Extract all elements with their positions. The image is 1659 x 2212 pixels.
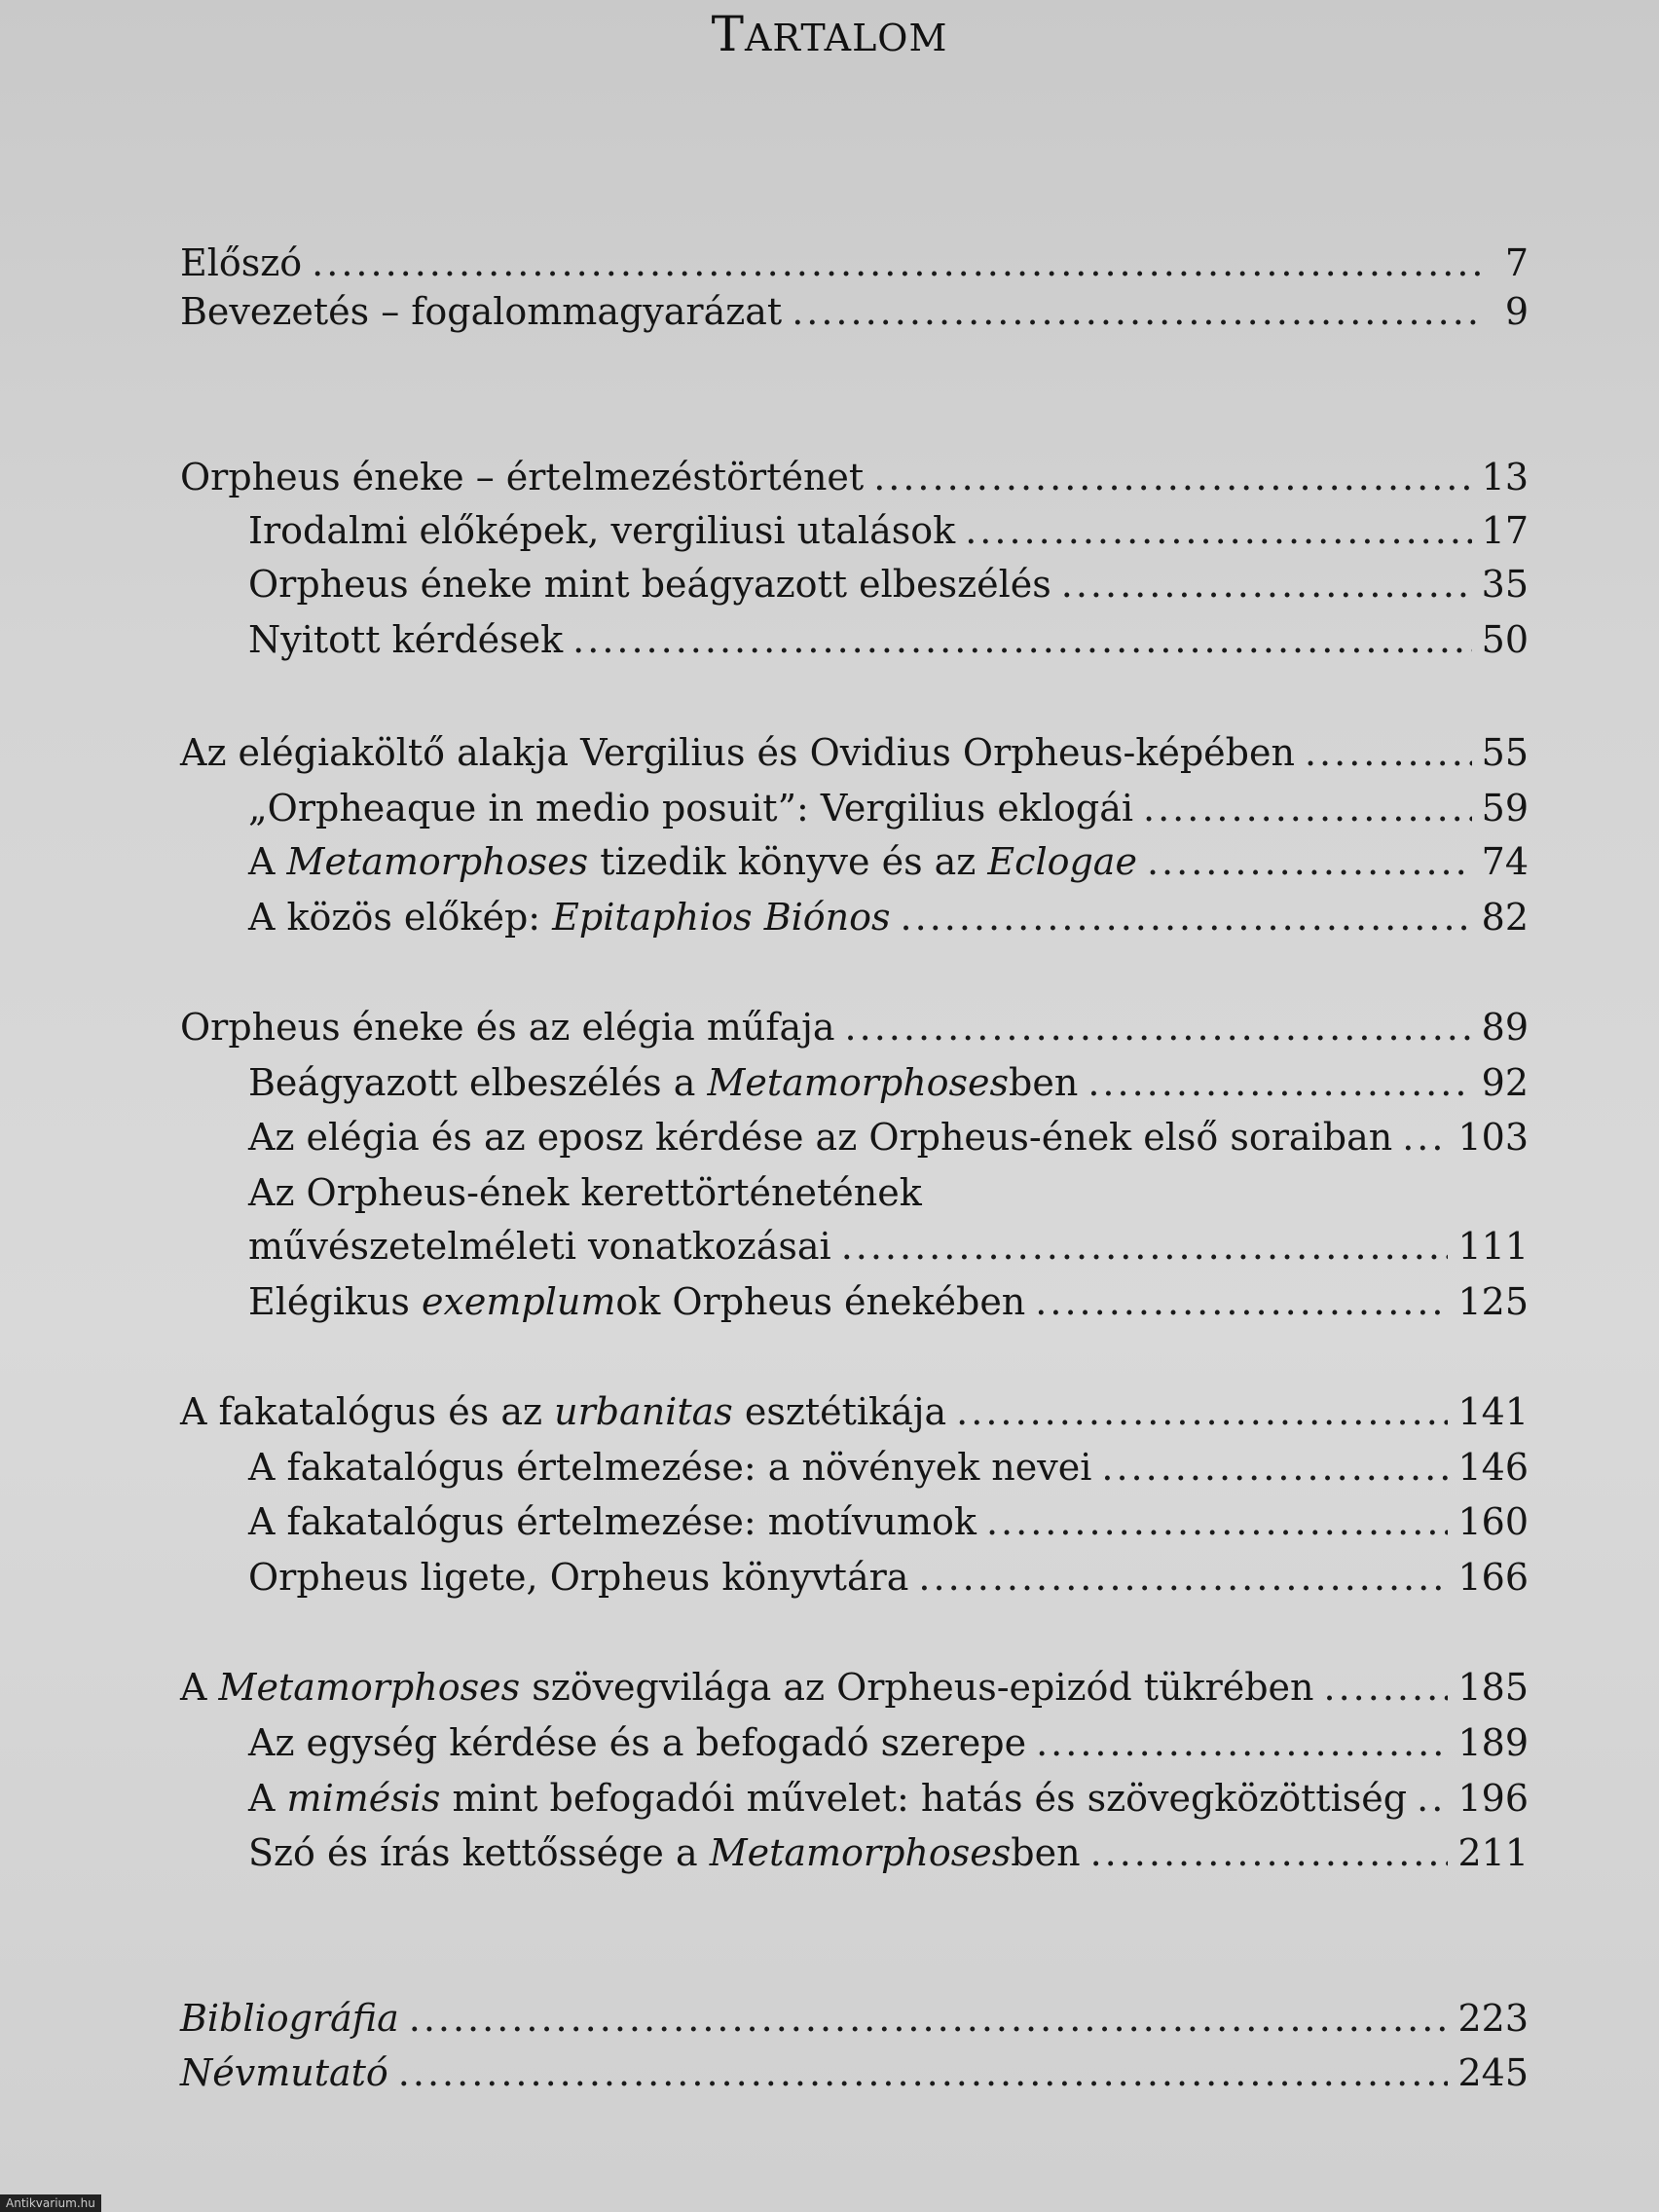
toc-subentry [248, 784, 1529, 832]
toc-page-number: 196 [1457, 1777, 1529, 1820]
toc-subentry [248, 1443, 1529, 1492]
toc-entry [180, 453, 1529, 501]
title-part: ben [1011, 1831, 1081, 1874]
title-italic: Epitaphios Biónos [552, 896, 891, 939]
title-part: tizedik könyve és az [588, 840, 988, 883]
toc-page-number: 13 [1481, 456, 1529, 498]
toc-page-number: 125 [1457, 1280, 1529, 1323]
toc-page-number: 166 [1457, 1556, 1529, 1599]
toc-page-number: 189 [1457, 1721, 1529, 1764]
leader-dots [986, 1497, 1449, 1546]
leader-dots [873, 453, 1471, 501]
leader-dots [1101, 1443, 1448, 1492]
title-part: Beágyazott elbeszélés a [248, 1061, 708, 1104]
leader-dots [312, 239, 1480, 287]
title-italic: exemplum [421, 1280, 616, 1323]
toc-entry-title: Előszó [180, 241, 303, 284]
leader-dots [409, 1994, 1449, 2043]
toc-entry-title: Irodalmi előképek, vergiliusi utalások [248, 509, 956, 552]
toc-page-number: 185 [1457, 1666, 1529, 1709]
toc-page-number: 59 [1481, 787, 1529, 830]
toc-subentry [248, 1222, 1529, 1271]
title-part: szövegvilága az Orpheus-epizód tükrében [520, 1666, 1314, 1709]
title-part: ok Orpheus énekében [615, 1280, 1026, 1323]
toc-subentry [248, 1718, 1529, 1767]
toc-page-number: 141 [1457, 1390, 1529, 1433]
toc-entry-title [248, 1277, 1025, 1326]
toc-entry-title: művészetelméleti vonatkozásai [248, 1225, 831, 1268]
title-part: A [180, 1666, 219, 1709]
title-italic: urbanitas [554, 1390, 733, 1433]
toc-entry [180, 1663, 1529, 1712]
toc-page-number: 223 [1457, 1997, 1529, 2040]
toc-entry-title: Orpheus éneke – értelmezéstörténet [180, 456, 865, 498]
title-part: mint befogadói művelet: hatás és szövegközöttiség [440, 1777, 1408, 1820]
toc-entry-title: Orpheus éneke mint beágyazott elbeszélés [248, 563, 1051, 606]
leader-dots [841, 1222, 1449, 1271]
leader-dots [1147, 837, 1472, 886]
watermark: Antikvarium.hu [0, 2194, 101, 2212]
title-part: A fakatalógus és az [180, 1390, 555, 1433]
leader-dots [1324, 1663, 1449, 1712]
toc-page-number: 7 [1504, 241, 1529, 284]
leader-dots [572, 615, 1471, 664]
toc-page-number: 17 [1481, 509, 1529, 552]
toc-subentry [248, 1277, 1529, 1326]
toc-page-number: 9 [1504, 290, 1529, 333]
toc-entry [180, 1994, 1529, 2043]
toc-entry-title: Nyitott kérdések [248, 618, 564, 661]
toc-page-number: 111 [1457, 1225, 1529, 1268]
toc-subentry [248, 1553, 1529, 1602]
page-title [0, 6, 1659, 62]
title-italic: Bibliográfia [180, 1997, 399, 2040]
toc-entry-title: Orpheus éneke és az elégia műfaja [180, 1006, 835, 1049]
title-initial: T [711, 6, 745, 62]
toc-subentry [248, 1168, 1529, 1217]
toc-entry [180, 728, 1529, 777]
title-part: A közös előkép: [248, 896, 553, 939]
toc-entry [180, 2048, 1529, 2097]
toc-page-number: 160 [1457, 1500, 1529, 1543]
leader-dots [1090, 1828, 1449, 1877]
toc-entry-title: A fakatalógus értelmezése: motívumok [248, 1500, 977, 1543]
title-part: A [248, 840, 287, 883]
toc-page-number: 74 [1481, 840, 1529, 883]
title-part: ben [1009, 1061, 1079, 1104]
toc-subentry [248, 1774, 1529, 1823]
leader-dots [956, 1387, 1448, 1436]
toc-entry-title [180, 1387, 946, 1436]
toc-page-number: 50 [1481, 618, 1529, 661]
toc-entry-title [180, 1663, 1314, 1712]
leader-dots [1088, 1058, 1471, 1107]
toc-page-number: 211 [1457, 1831, 1529, 1874]
title-part: A [248, 1777, 287, 1820]
toc-entry-title [248, 1058, 1078, 1107]
leader-dots [1143, 784, 1472, 832]
title-italic: Névmutató [180, 2051, 388, 2094]
toc-subentry [248, 1113, 1529, 1161]
toc-entry-title [248, 1774, 1407, 1823]
title-italic: Metamorphoses [218, 1666, 521, 1709]
title-part: Szó és írás kettőssége a [248, 1831, 710, 1874]
title-italic: Eclogae [987, 840, 1137, 883]
toc-page-number: 35 [1481, 563, 1529, 606]
toc-entry-title [180, 2048, 388, 2097]
leader-dots [965, 506, 1471, 555]
toc-page-number: 103 [1457, 1116, 1529, 1159]
title-italic: Metamorphoses [709, 1831, 1012, 1874]
leader-dots [1417, 1774, 1448, 1823]
toc-subentry [248, 1497, 1529, 1546]
leader-dots [1061, 560, 1472, 608]
leader-dots [792, 287, 1480, 336]
leader-dots [1305, 728, 1472, 777]
toc-entry-title: Az elégia és az eposz kérdése az Orpheus-ének első soraiban [248, 1116, 1393, 1159]
toc-entry-title: Bevezetés – fogalommagyarázat [180, 290, 783, 333]
title-italic: mimésis [286, 1777, 441, 1820]
title-italic: Metamorphoses [707, 1061, 1010, 1104]
toc-entry-title [248, 837, 1137, 886]
toc-entry [180, 1003, 1529, 1051]
toc-subentry [248, 506, 1529, 555]
toc-subentry [248, 560, 1529, 608]
title-part: esztétikája [732, 1390, 947, 1433]
toc-subentry [248, 615, 1529, 664]
toc-page-number: 245 [1457, 2051, 1529, 2094]
leader-dots [1402, 1113, 1448, 1161]
toc-page-number: 92 [1481, 1061, 1529, 1104]
leader-dots [918, 1553, 1448, 1602]
toc-page-number: 55 [1481, 731, 1529, 774]
title-rest: ARTALOM [744, 17, 948, 59]
leader-dots [845, 1003, 1472, 1051]
toc-entry-title [180, 1994, 399, 2043]
toc-subentry [248, 1828, 1529, 1877]
leader-dots [1036, 1718, 1448, 1767]
toc-entry-title [248, 893, 891, 941]
toc-subentry [248, 893, 1529, 941]
toc-entry [180, 1387, 1529, 1436]
leader-dots [1035, 1277, 1448, 1326]
title-part: Elégikus [248, 1280, 422, 1323]
toc-entry [180, 239, 1529, 287]
toc-entry-title: Az Orpheus-ének kerettörténetének [248, 1171, 922, 1214]
toc-entry-title: Orpheus ligete, Orpheus könyvtára [248, 1556, 909, 1599]
toc-subentry [248, 837, 1529, 886]
leader-dots [398, 2048, 1449, 2097]
toc-subentry [248, 1058, 1529, 1107]
toc-page-number: 146 [1457, 1446, 1529, 1489]
toc-entry-title [248, 1828, 1081, 1877]
title-italic: Metamorphoses [286, 840, 589, 883]
leader-dots [901, 893, 1472, 941]
toc-entry-title: „Orpheaque in medio posuit”: Vergilius eklogái [248, 787, 1134, 830]
toc-entry-title: A fakatalógus értelmezése: a növények nevei [248, 1446, 1092, 1489]
toc-page-number: 82 [1481, 896, 1529, 939]
toc-page-number: 89 [1481, 1006, 1529, 1049]
toc-entry-title: Az elégiaköltő alakja Vergilius és Ovidius Orpheus-képében [180, 731, 1295, 774]
toc-entry [180, 287, 1529, 336]
toc-entry-title: Az egység kérdése és a befogadó szerepe [248, 1721, 1027, 1764]
